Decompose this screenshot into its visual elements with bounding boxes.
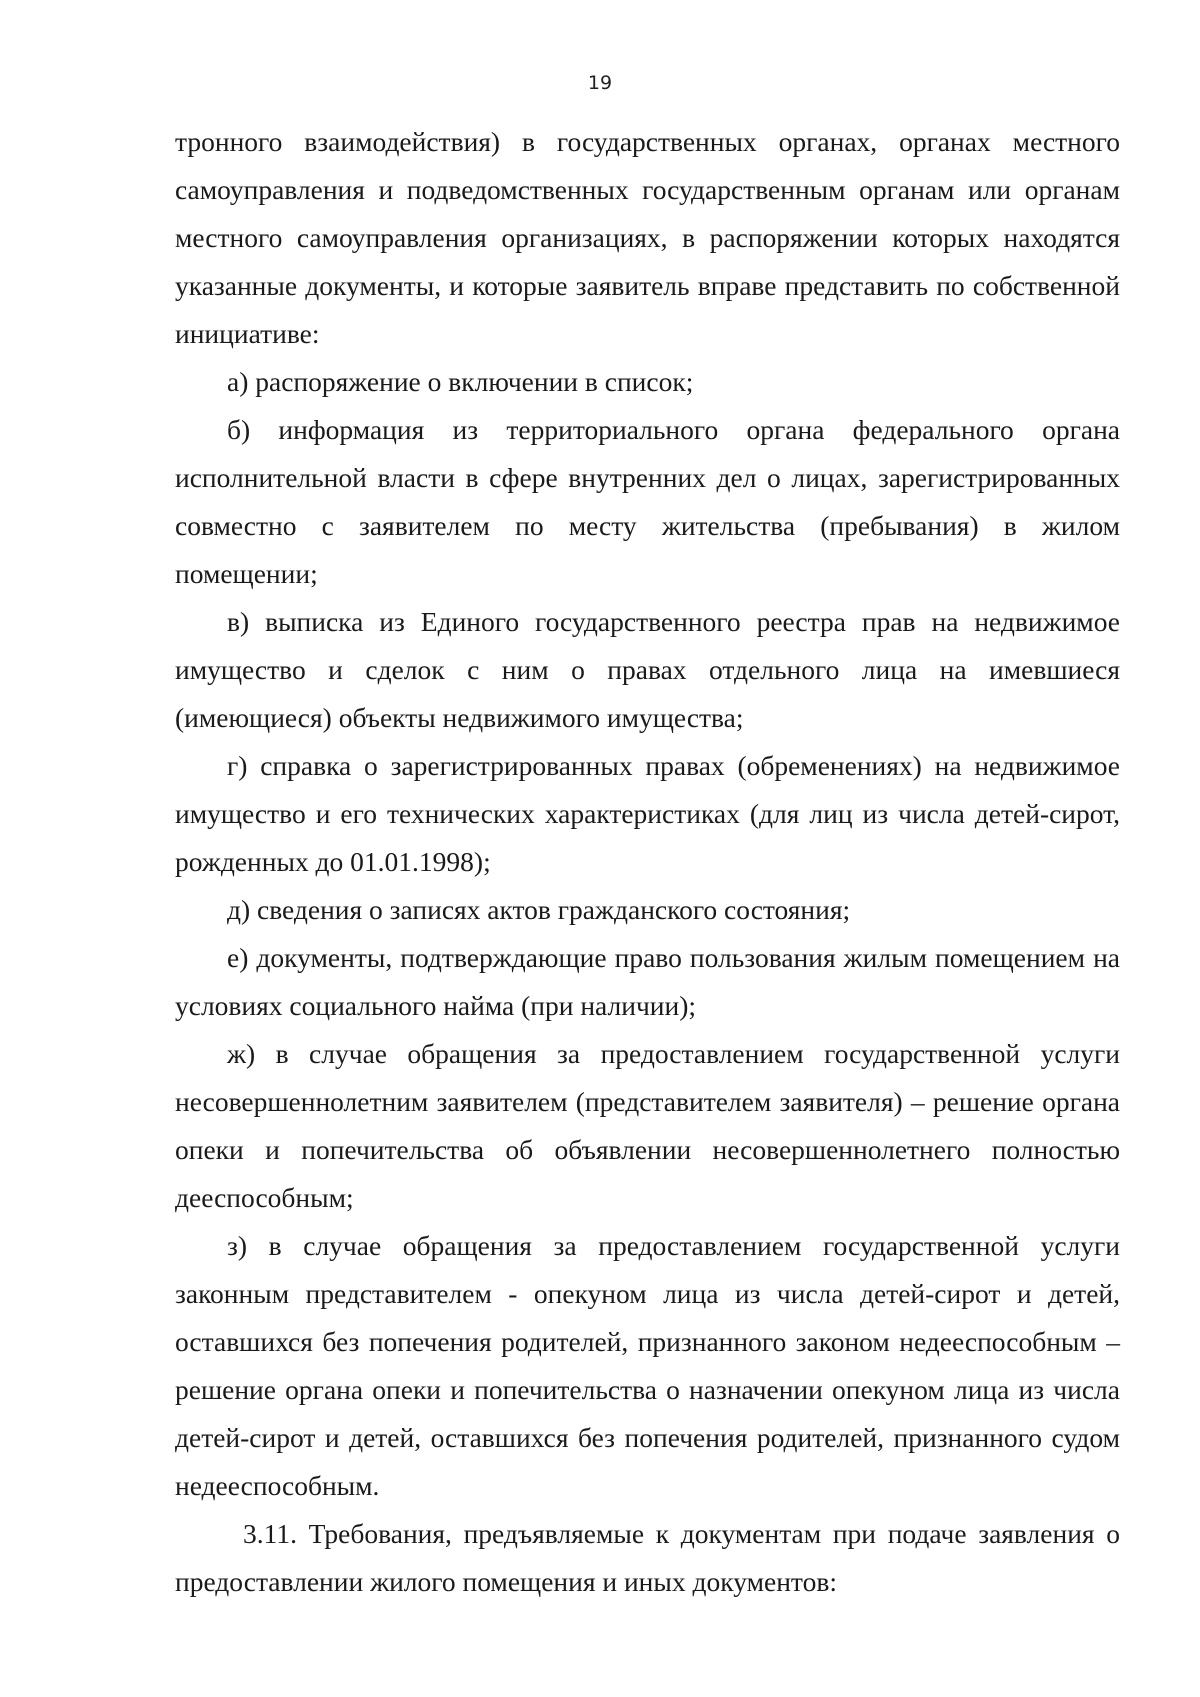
paragraph-section-3-11: 3.11. Требования, предъявляемые к документам при подаче заявления о предоставлении жилого помещения и иных документов: — [175, 1518, 1120, 1597]
paragraph-continuation: тронного взаимодействия) в государственных органах, органах местного самоуправления и подведомственных государственным органам или органам местного самоуправления организациях, в распоряжении которых находятся указанные документы, и которые заявитель вправе представить по собственной инициативе: — [175, 126, 1120, 349]
paragraph-item-d: д) сведения о записях актов гражданского состояния; — [227, 894, 851, 925]
page-number: 19 — [587, 72, 613, 94]
document-body — [175, 118, 1120, 1606]
paragraph-item-g: г) справка о зарегистрированных правах (обременениях) на недвижимое имущество и его технических характеристиках (для лиц из числа детей-сирот, рожденных до 01.01.1998); — [175, 750, 1120, 877]
paragraph-item-zh: ж) в случае обращения за предоставлением государственной услуги несовершеннолетним заявителем (представителем заявителя) – решение органа опеки и попечительства об объявлении несовершеннолетнего полностью дееспособным; — [175, 1038, 1120, 1213]
paragraph-item-a: а) распоряжение о включении в список; — [227, 366, 694, 397]
paragraph-item-b: б) информация из территориального органа федерального органа исполнительной власти в сфере внутренних дел о лицах, зарегистрированных совместно с заявителем по месту жительства (пребывания) в жилом помещении; — [175, 414, 1120, 589]
paragraph-item-z: з) в случае обращения за предоставлением государственной услуги законным представителем - опекуном лица из числа детей-сирот и детей, оставшихся без попечения родителей, признанного законом недееспособным – решение органа опеки и попечительства о назначении опекуном лица из числа детей-сирот и детей, оставшихся без попечения родителей, признанного судом недееспособным. — [175, 1230, 1120, 1501]
paragraph-item-v: в) выписка из Единого государственного реестра прав на недвижимое имущество и сделок с ним о правах отдельного лица на имевшиеся (имеющиеся) объекты недвижимого имущества; — [175, 606, 1120, 733]
paragraph-item-e: е) документы, подтверждающие право пользования жилым помещением на условиях социального найма (при наличии); — [175, 942, 1120, 1021]
